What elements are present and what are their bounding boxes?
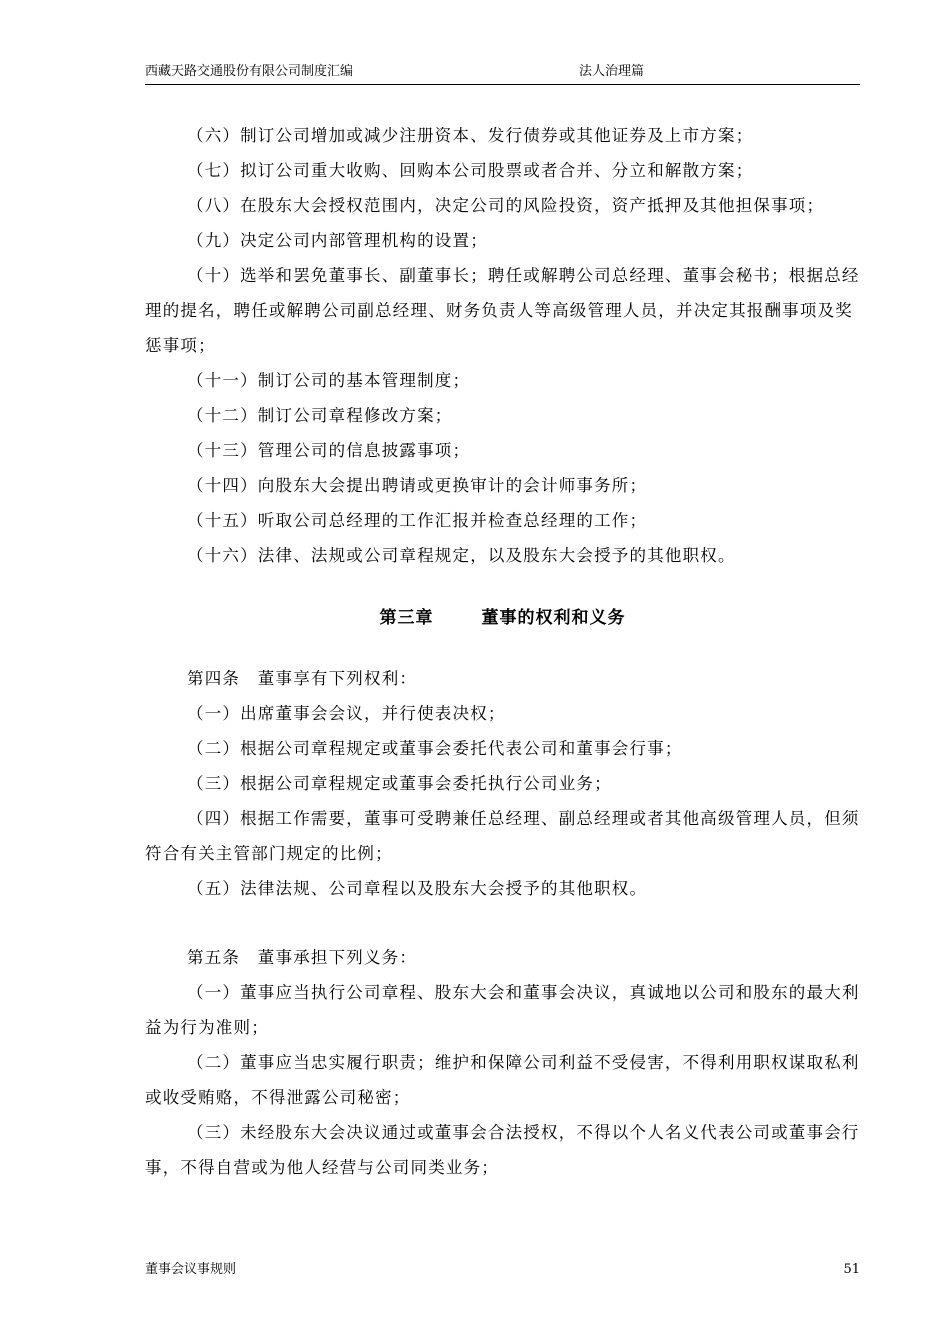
list-item: （三）根据公司章程规定或董事会委托执行公司业务； — [187, 774, 612, 793]
list-item: （六）制订公司增加或减少注册资本、发行债券或其他证券及上市方案； — [187, 126, 754, 145]
list-item: （三）未经股东大会决议通过或董事会合法授权，不得以个人名义代表公司或董事会行事，不得自营或为他人经营与公司同类业务； — [145, 1123, 860, 1177]
list-item: （四）根据工作需要，董事可受聘兼任总经理、副总经理或者其他高级管理人员，但须符合有关主管部门规定的比例； — [145, 809, 860, 863]
list-item: （十一）制订公司的基本管理制度； — [187, 371, 471, 390]
header-section-title: 法人治理篇 — [579, 64, 645, 79]
chapter-title: 董事的权利和义务 — [481, 608, 626, 628]
list-item: （二）董事应当忠实履行职责；维护和保障公司利益不受侵害，不得利用职权谋取私利或收受贿赂，不得泄露公司秘密； — [145, 1053, 860, 1107]
page-header — [145, 62, 860, 85]
footer-document-title: 董事会议事规则 — [145, 1262, 237, 1277]
list-item: （十四）向股东大会提出聘请或更换审计的会计师事务所； — [187, 476, 648, 495]
list-item: （十）选举和罢免董事长、副董事长；聘任或解聘公司总经理、董事会秘书；根据总经理的提名，聘任或解聘公司副总经理、财务负责人等高级管理人员，并决定其报酬事项及奖惩事项； — [145, 266, 860, 355]
document-body — [145, 118, 860, 1185]
article-4-title: 第四条 董事享有下列权利： — [187, 669, 418, 688]
list-item: （十三）管理公司的信息披露事项； — [187, 441, 471, 460]
header-company-title: 西藏天路交通股份有限公司制度汇编 — [145, 64, 354, 79]
list-item: （五）法律法规、公司章程以及股东大会授予的其他职权。 — [187, 879, 648, 898]
article-5-title: 第五条 董事承担下列义务： — [187, 948, 418, 967]
list-item: （十五）听取公司总经理的工作汇报并检查总经理的工作； — [187, 511, 648, 530]
list-item: （七）拟订公司重大收购、回购本公司股票或者合并、分立和解散方案； — [187, 161, 754, 180]
section-spacer — [145, 906, 860, 940]
list-item: （十二）制订公司章程修改方案； — [187, 406, 453, 425]
list-item: （九）决定公司内部管理机构的设置； — [187, 231, 488, 250]
list-item: （十六）法律、法规或公司章程规定，以及股东大会授予的其他职权。 — [187, 546, 736, 565]
page-number: 51 — [843, 1262, 860, 1277]
chapter-number: 第三章 — [379, 608, 434, 628]
list-item: （一）出席董事会会议，并行使表决权； — [187, 704, 506, 723]
list-item: （一）董事应当执行公司章程、股东大会和董事会决议，真诚地以公司和股东的最大利益为行为准则； — [145, 983, 860, 1037]
list-item: （二）根据公司章程规定或董事会委托代表公司和董事会行事； — [187, 739, 683, 758]
page-footer — [145, 1260, 860, 1280]
list-item: （八）在股东大会授权范围内，决定公司的风险投资，资产抵押及其他担保事项； — [187, 196, 825, 215]
chapter-heading — [145, 601, 860, 636]
